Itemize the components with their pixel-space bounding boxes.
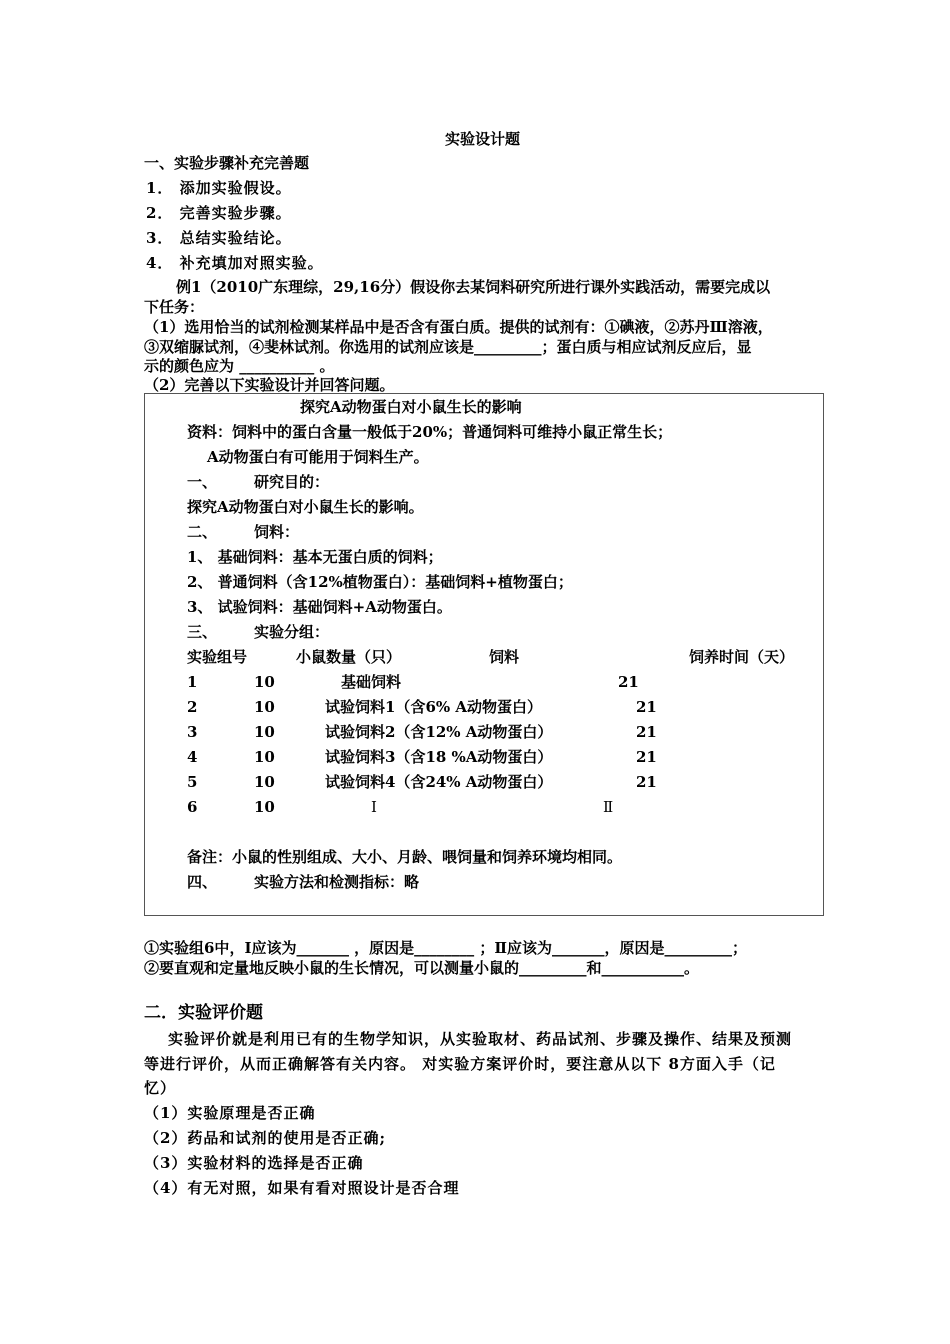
question-a: ①实验组6中，Ⅰ应该为_______ ，原因是________ ；Ⅱ应该为_______，原因是_________；	[144, 939, 748, 957]
section2-paragraph: 实验评价就是利用已有的生物学知识，从实验取材、药品试剂、步骤及操作、结果及预测	[168, 1030, 793, 1048]
group-label: 实验分组：	[254, 623, 330, 641]
material-text: 资料：饲料中的蛋白含量一般低于20%；普通饲料可维持小鼠正常生长；	[187, 423, 673, 441]
row-group-no: 3	[187, 723, 198, 741]
row-group-no: 6	[187, 798, 198, 816]
table-header-feed: 饲料	[489, 648, 520, 666]
feed-label: 饲料：	[254, 523, 300, 541]
question-b: ②要直观和定量地反映小鼠的生长情况，可以测量小鼠的_________和___________。	[144, 959, 700, 977]
row-group-no: 5	[187, 773, 198, 791]
method-number: 四、	[187, 873, 218, 891]
feed-item: 3、 试验饲料：基础饲料+A动物蛋白。	[187, 598, 452, 616]
section2-item: （1）实验原理是否正确	[144, 1104, 316, 1122]
section2-item: （3）实验材料的选择是否正确	[144, 1154, 364, 1172]
row-count: 10	[254, 723, 275, 741]
row-days: Ⅱ	[603, 798, 614, 816]
material-text: A动物蛋白有可能用于饲料生产。	[207, 448, 429, 466]
row-feed: 试验饲料1（含6% A动物蛋白）	[325, 698, 542, 716]
section2-item: （4）有无对照，如果有看对照设计是否合理	[144, 1179, 460, 1197]
row-days: 21	[618, 673, 639, 691]
example-intro: 下任务：	[144, 298, 205, 316]
section1-item: 4． 补充填加对照实验。	[146, 254, 324, 272]
box-note: 备注：小鼠的性别组成、大小、月龄、喂饲量和饲养环境均相同。	[187, 848, 623, 866]
table-header-group: 实验组号	[187, 648, 248, 666]
row-count: 10	[254, 698, 275, 716]
example-intro: 例1（2010广东理综，29,16分）假设你去某饲料研究所进行课外实践活动，需要完成以	[176, 278, 771, 296]
row-feed: 试验饲料4（含24% A动物蛋白）	[325, 773, 553, 791]
row-count: 10	[254, 673, 275, 691]
question-1: 示的颜色应为 __________ 。	[144, 357, 335, 375]
feed-number: 二、	[187, 523, 218, 541]
question-1: （1）选用恰当的试剂检测某样品中是否含有蛋白质。提供的试剂有：①碘液，②苏丹Ⅲ溶液，	[144, 318, 773, 336]
table-header-count: 小鼠数量（只）	[296, 648, 402, 666]
row-count: 10	[254, 798, 275, 816]
group-number: 三、	[187, 623, 218, 641]
section2-item: （2）药品和试剂的使用是否正确;	[144, 1129, 386, 1147]
purpose-text: 探究A动物蛋白对小鼠生长的影响。	[187, 498, 424, 516]
feed-item: 2、 普通饲料（含12%植物蛋白）：基础饲料+植物蛋白；	[187, 573, 573, 591]
row-count: 10	[254, 773, 275, 791]
page-title: 实验设计题	[445, 130, 521, 148]
row-group-no: 1	[187, 673, 198, 691]
row-group-no: 4	[187, 748, 198, 766]
table-header-days: 饲养时间（天）	[689, 648, 795, 666]
section2-paragraph: 忆）	[144, 1079, 177, 1097]
section1-heading: 一、实验步骤补充完善题	[144, 154, 310, 172]
row-feed: 试验饲料2（含12% A动物蛋白）	[325, 723, 553, 741]
row-feed: Ⅰ	[371, 798, 377, 816]
row-days: 21	[636, 773, 657, 791]
question-1: ③双缩脲试剂，④斐林试剂。你选用的试剂应该是_________；蛋白质与相应试剂反应后，显	[144, 338, 752, 356]
feed-item: 1、 基础饲料：基本无蛋白质的饲料；	[187, 548, 443, 566]
section1-item: 3． 总结实验结论。	[146, 229, 292, 247]
section1-item: 1． 添加实验假设。	[146, 179, 292, 197]
question-2: （2）完善以下实验设计并回答问题。	[144, 376, 395, 394]
row-group-no: 2	[187, 698, 198, 716]
row-days: 21	[636, 723, 657, 741]
section1-item: 2． 完善实验步骤。	[146, 204, 292, 222]
row-days: 21	[636, 698, 657, 716]
purpose-number: 一、	[187, 473, 218, 491]
section2-heading: 二．实验评价题	[144, 1003, 263, 1023]
box-title: 探究A动物蛋白对小鼠生长的影响	[300, 398, 522, 416]
row-days: 21	[636, 748, 657, 766]
row-count: 10	[254, 748, 275, 766]
section2-paragraph: 等进行评价，从而正确解答有关内容。 对实验方案评价时，要注意从以下 8方面入手（记	[144, 1055, 776, 1073]
row-feed: 基础饲料	[341, 673, 402, 691]
method-label: 实验方法和检测指标：略	[254, 873, 420, 891]
row-feed: 试验饲料3（含18 %A动物蛋白）	[325, 748, 553, 766]
purpose-label: 研究目的：	[254, 473, 330, 491]
